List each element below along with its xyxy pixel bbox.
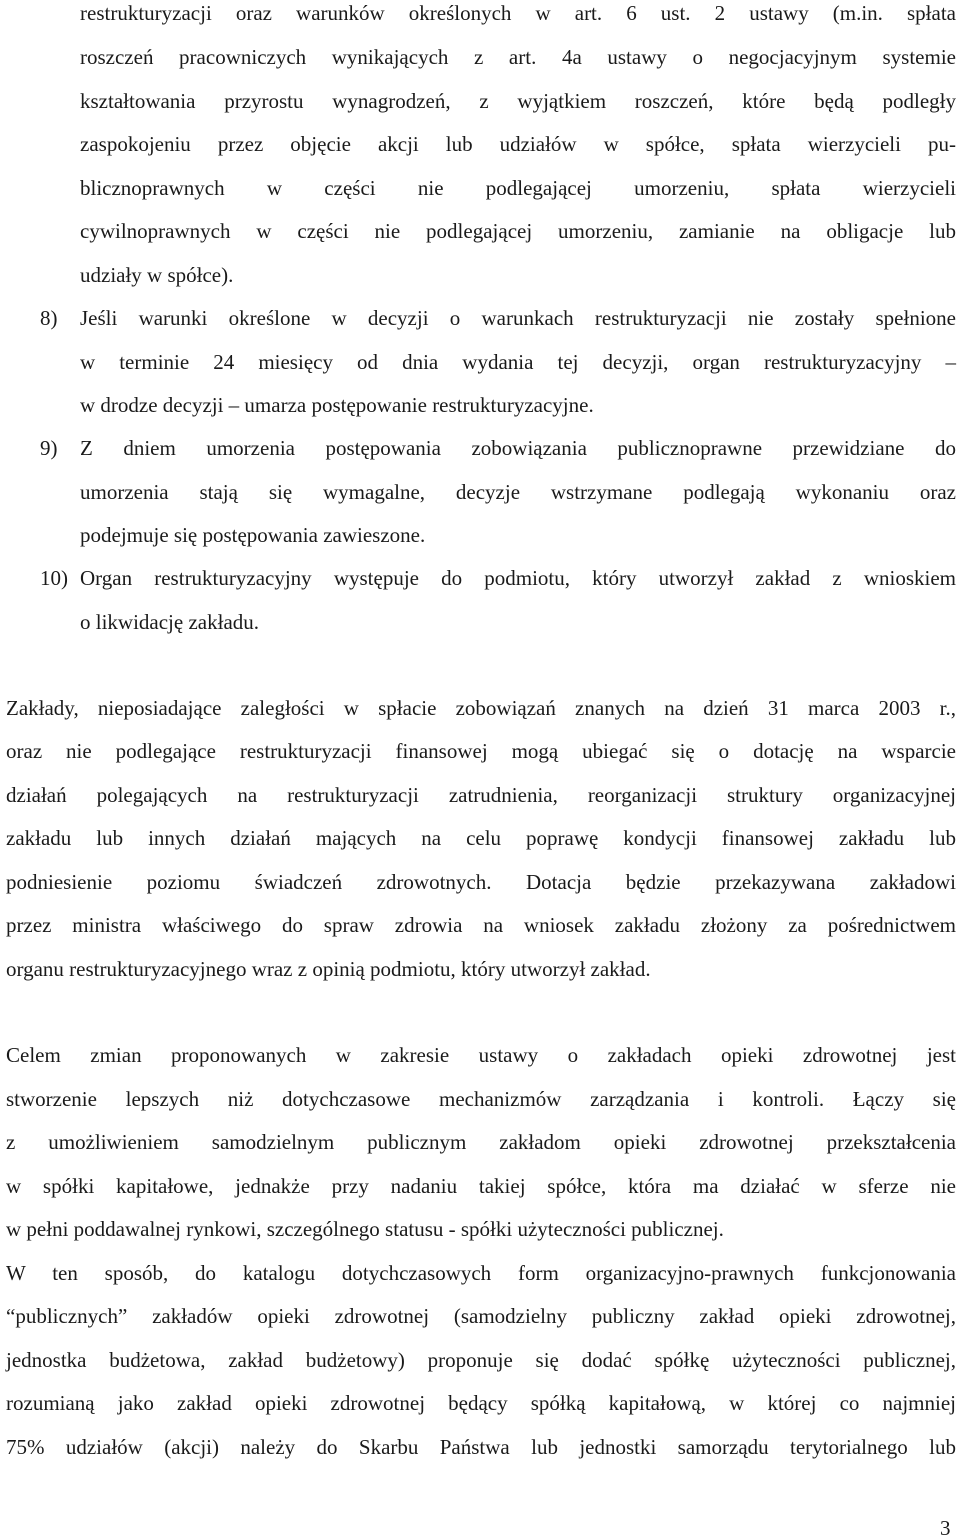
- text-line: w terminie 24 miesięcy od dnia wydania tej decyzji, organ restrukturyzacyjny –: [80, 350, 956, 374]
- text-line: Organ restrukturyzacyjny występuje do podmiotu, który utworzył zakład z wnioskiem: [80, 566, 956, 590]
- text-line: Zakłady, nieposiadające zaległości w spłacie zobowiązań znanych na dzień 31 marca 2003 r.,: [6, 696, 956, 720]
- list-number: 9): [40, 436, 58, 460]
- text-line: rozumianą jako zakład opieki zdrowotnej będący spółką kapitałową, w której co najmniej: [6, 1391, 956, 1415]
- text-line: oraz nie podlegające restrukturyzacji finansowej mogą ubiegać się o dotację na wsparcie: [6, 739, 956, 763]
- text-line: podejmuje się postępowania zawieszone.: [80, 523, 426, 547]
- text-line: stworzenie lepszych niż dotychczasowe mechanizmów zarządzania i kontroli. Łączy się: [6, 1087, 956, 1111]
- text-line: z umożliwieniem samodzielnym publicznym zakładom opieki zdrowotnej przekształcenia: [6, 1130, 956, 1154]
- text-line: zakładu lub innych działań mających na celu poprawę kondycji finansowej zakładu lub: [6, 826, 956, 850]
- text-line: W ten sposób, do katalogu dotychczasowych form organizacyjno-prawnych funkcjonowania: [6, 1261, 956, 1285]
- text-line: o likwidację zakładu.: [80, 610, 260, 634]
- text-line: przez ministra właściwego do spraw zdrowia na wniosek zakładu złożony za pośrednictwem: [6, 913, 956, 937]
- text-line: blicznoprawnych w części nie podlegającej umorzeniu, spłata wierzycieli: [80, 176, 956, 200]
- text-line: cywilnoprawnych w części nie podlegającej umorzeniu, zamianie na obligacje lub: [80, 219, 956, 243]
- text-line: podniesienie poziomu świadczeń zdrowotnych. Dotacja będzie przekazywana zakładowi: [6, 870, 956, 894]
- text-line: restrukturyzacji oraz warunków określonych w art. 6 ust. 2 ustawy (m.in. spłata: [80, 1, 956, 25]
- text-line: 75% udziałów (akcji) należy do Skarbu Państwa lub jednostki samorządu terytorialnego lub: [6, 1435, 956, 1459]
- text-line: w pełni poddawalnej rynkowi, szczególnego statusu - spółki użyteczności publicznej.: [6, 1217, 724, 1241]
- page-number: 3: [940, 1516, 951, 1540]
- text-line: “publicznych” zakładów opieki zdrowotnej (samodzielny publiczny zakład opieki zdrowotnej,: [6, 1304, 956, 1328]
- text-line: zaspokojeniu przez objęcie akcji lub udziałów w spółce, spłata wierzycieli pu-: [80, 132, 956, 156]
- text-line: umorzenia stają się wymagalne, decyzje wstrzymane podlegają wykonaniu oraz: [80, 480, 956, 504]
- text-line: roszczeń pracowniczych wynikających z art. 4a ustawy o negocjacyjnym systemie: [80, 45, 956, 69]
- text-line: jednostka budżetowa, zakład budżetowy) proponuje się dodać spółkę użyteczności publicznej,: [6, 1348, 956, 1372]
- text-line: udziały w spółce).: [80, 263, 234, 287]
- text-line: Jeśli warunki określone w decyzji o warunkach restrukturyzacji nie zostały spełnione: [80, 306, 956, 330]
- text-line: działań polegających na restrukturyzacji zatrudnienia, reorganizacji struktury organizacyjnej: [6, 783, 956, 807]
- text-line: kształtowania przyrostu wynagrodzeń, z wyjątkiem roszczeń, które będą podległy: [80, 89, 956, 113]
- list-number: 8): [40, 306, 58, 330]
- list-number: 10): [40, 566, 68, 590]
- text-line: Z dniem umorzenia postępowania zobowiązania publicznoprawne przewidziane do: [80, 436, 956, 460]
- text-line: w spółki kapitałowe, jednakże przy nadaniu takiej spółce, która ma działać w sferze nie: [6, 1174, 956, 1198]
- text-line: organu restrukturyzacyjnego wraz z opinią podmiotu, który utworzył zakład.: [6, 957, 651, 981]
- text-line: Celem zmian proponowanych w zakresie ustawy o zakładach opieki zdrowotnej jest: [6, 1043, 956, 1067]
- text-line: w drodze decyzji – umarza postępowanie restrukturyzacyjne.: [80, 393, 594, 417]
